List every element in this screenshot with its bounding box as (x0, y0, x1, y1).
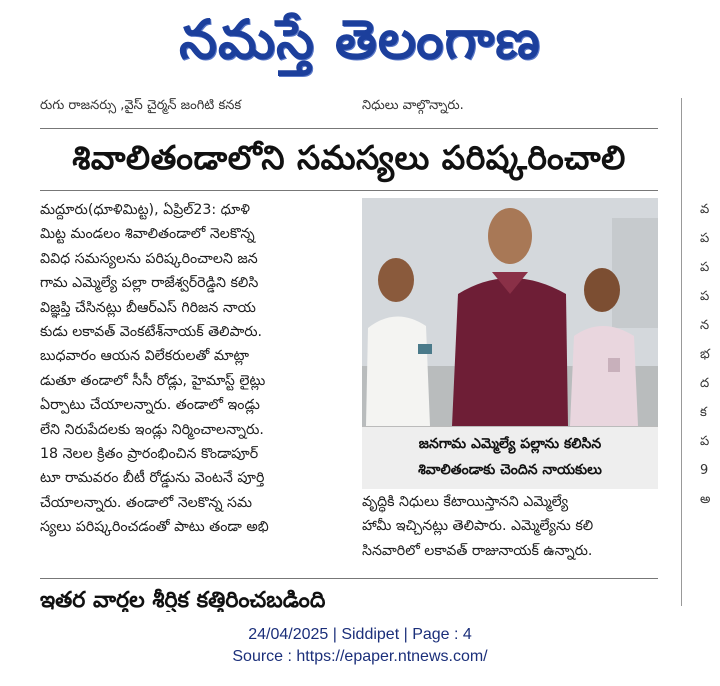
article-line: బుధవారం ఆయన విలేకరులతో మాట్లా (40, 348, 249, 365)
strip-char: ప (700, 434, 710, 449)
strip-char: ప (700, 260, 710, 275)
article-headline: శివాలితండాలోని సమస్యలు పరిష్కరించాలి (72, 138, 626, 177)
strip-char: అ (700, 492, 711, 507)
article-right-column (362, 490, 658, 563)
article-line: విజ్ఞప్తి చేసినట్లు బీఆర్‌ఎస్ గిరిజన నాయ (40, 299, 256, 316)
article-line: మద్దూరు(ధూళిమిట్ట), ఏప్రిల్23: ధూళి (40, 202, 250, 218)
three-men-photo-illustration (362, 198, 658, 426)
strip-char: క (700, 405, 707, 420)
article-line: లేని నిరుపేదలకు ఇండ్లు నిర్మించాలన్నారు. (40, 421, 264, 438)
article-line: హామీ ఇచ్చినట్లు తెలిపారు. ఎమ్మెల్యేను కలి (362, 518, 594, 535)
masthead-logo-text: నమస్తే తెలంగాణ (179, 8, 541, 71)
strip-char: 9 (700, 463, 709, 478)
footer-date-edition: 24/04/2025 | Siddipet | Page : 4 (248, 626, 472, 643)
article-line: గామ ఎమ్మెల్యే పల్లా రాజేశ్వర్‌రెడ్డిని కలిసి (40, 275, 259, 292)
article-line: టూ రామవరం బీటీ రోడ్డును వెంటనే పూర్తి (40, 470, 265, 487)
top-cutoff-left: రుగు రాజనర్సు ,వైస్ చైర్మన్ జంగిటి కనక (40, 98, 242, 113)
strip-char: ప (700, 231, 710, 246)
article-line: 18 నెలల క్రితం ప్రారంభించిన కొండాపూర్ (40, 446, 259, 463)
article-line: సినవారిలో లకావత్ రాజునాయక్ ఉన్నారు. (362, 542, 593, 559)
strip-char: న (700, 318, 710, 333)
article-line: ఏర్పాటు చేయాలన్నారు. తండాలో ఇండ్లు (40, 397, 260, 414)
article-line: స్యలు పరిష్కరించడంతో పాటు తండా అభి (40, 519, 269, 536)
article-line: డుతూ తండాలో సీసీ రోడ్లు, హైమాస్ట్ లైట్లు (40, 372, 266, 389)
article-left-column (40, 198, 340, 540)
bottom-cutoff-headline: ఇతర వార్తల శీర్షిక కత్తిరించబడింది (40, 588, 326, 612)
caption-line: శివాలితండాకు చెందిన నాయకులు (418, 462, 602, 478)
top-divider (40, 128, 658, 129)
article-line: కుడు లకావత్ వెంకటేశ్‌నాయక్ తెలిపారు. (40, 324, 263, 341)
caption-line: జనగామ ఎమ్మెల్యే పల్లాను కలిసిన (418, 436, 602, 452)
article-photo (362, 198, 658, 426)
headline-divider (40, 190, 658, 191)
article-line: వివిధ సమస్యలను పరిష్కరించాలని జన (40, 250, 258, 267)
strip-char: భ (700, 347, 710, 362)
newspaper-masthead (0, 0, 720, 98)
top-cutoff-right: నిధులు వాల్గొన్నారు. (362, 98, 464, 113)
epaper-footer (0, 612, 720, 686)
strip-char: వ (700, 202, 710, 217)
adjacent-article-strip (700, 195, 720, 535)
footer-source-link[interactable]: Source : https://epaper.ntnews.com/ (232, 648, 488, 665)
strip-char: ప (700, 289, 710, 304)
article-line: మిట్ట మండలం శివాలితండాలో నెలకొన్న (40, 226, 255, 243)
article-line: చేయాలన్నారు. తండాలో నెలకొన్న సమ (40, 494, 252, 511)
photo-caption (362, 426, 658, 489)
column-divider (681, 98, 682, 606)
bottom-divider (40, 578, 658, 579)
article-line: వృద్ధికి నిధులు కేటాయిస్తానని ఎమ్మెల్యే (362, 494, 569, 510)
strip-char: ద (700, 376, 710, 391)
